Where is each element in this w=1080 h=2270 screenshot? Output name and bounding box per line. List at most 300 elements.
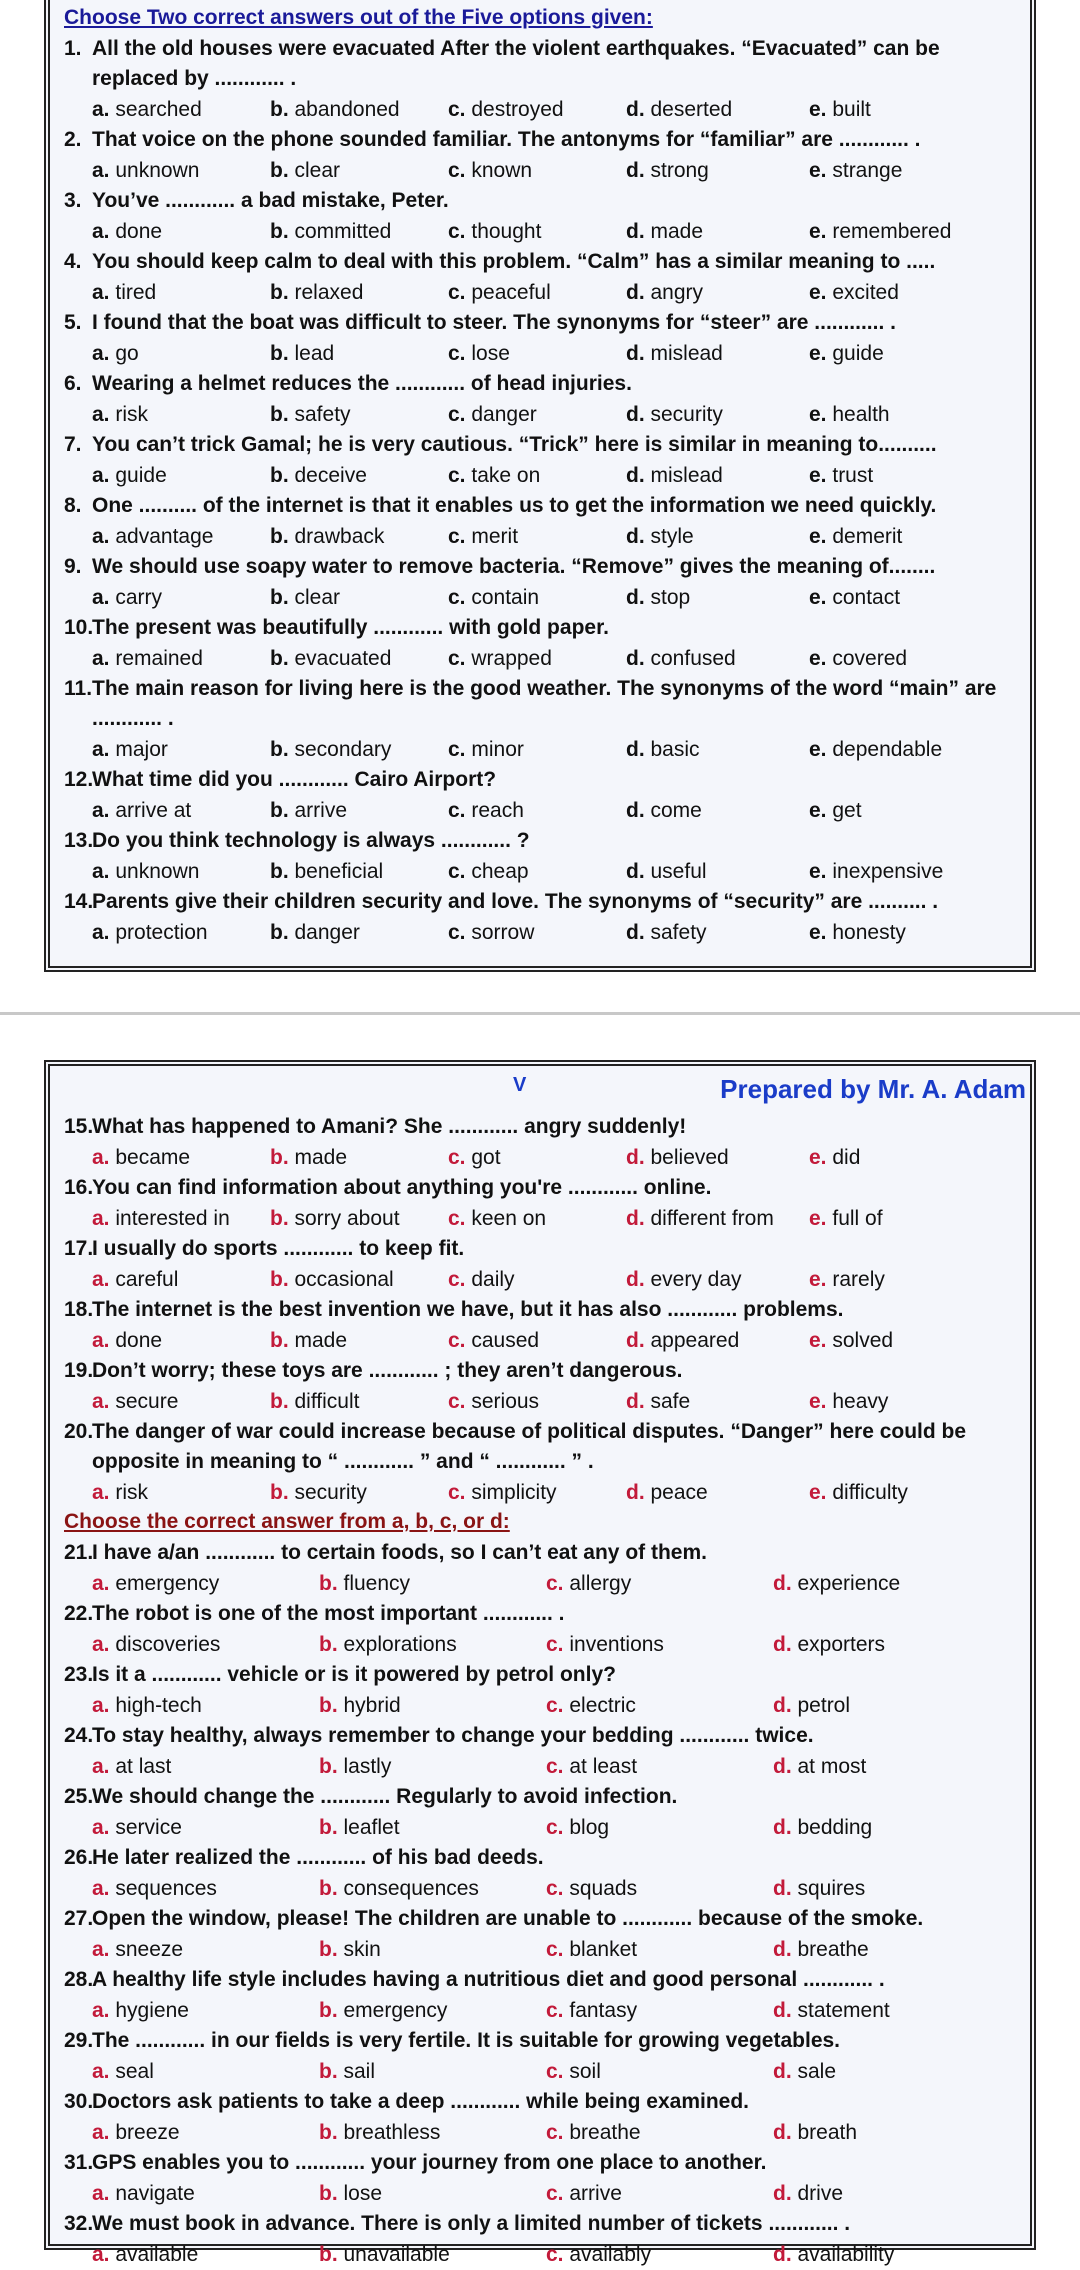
- question-item: [64, 1234, 1030, 1295]
- option-text: sorry about: [294, 1207, 400, 1230]
- answer-options: [64, 1690, 1030, 1721]
- option-letter: b.: [319, 1572, 344, 1595]
- question-number: 28.: [64, 1968, 94, 1991]
- answer-option[interactable]: [448, 338, 626, 369]
- answer-option[interactable]: [319, 1812, 546, 1843]
- option-text: believed: [650, 1146, 729, 1169]
- answer-option[interactable]: [92, 2056, 319, 2087]
- option-text: explorations: [343, 1633, 457, 1656]
- question-text: I found that the boat was difficult to steer. The synonyms for “steer” are ............ .: [92, 311, 896, 334]
- answer-option[interactable]: [270, 734, 448, 765]
- answer-option[interactable]: [809, 277, 989, 308]
- answer-option[interactable]: [92, 917, 270, 948]
- question-text-line: [64, 2087, 1030, 2117]
- answer-option[interactable]: [809, 1325, 989, 1356]
- option-text: hygiene: [115, 1999, 189, 2022]
- option-letter: a.: [92, 860, 116, 883]
- answer-option[interactable]: [92, 1203, 270, 1234]
- option-text: beneficial: [294, 860, 384, 883]
- option-letter: b.: [270, 98, 295, 121]
- answer-option[interactable]: [773, 2056, 1003, 2087]
- answer-option[interactable]: [626, 795, 809, 826]
- question-number: 10.: [64, 616, 94, 639]
- answer-option[interactable]: [546, 1812, 773, 1843]
- answer-option[interactable]: [809, 155, 989, 186]
- answer-option[interactable]: [270, 521, 448, 552]
- option-text: heavy: [832, 1390, 889, 1413]
- answer-option[interactable]: [448, 1142, 626, 1173]
- option-letter: a.: [92, 220, 116, 243]
- answer-option[interactable]: [448, 216, 626, 247]
- option-text: minor: [471, 738, 524, 761]
- option-text: built: [832, 98, 871, 121]
- question-text-line: [64, 1538, 1030, 1568]
- answer-option[interactable]: [270, 216, 448, 247]
- answer-option[interactable]: [546, 1873, 773, 1904]
- answer-option[interactable]: [626, 856, 809, 887]
- option-letter: e.: [809, 403, 833, 426]
- option-text: squads: [569, 1877, 638, 1900]
- question-text: We should use soapy water to remove bacteria. “Remove” gives the meaning of........: [92, 555, 936, 578]
- answer-option[interactable]: [270, 1325, 448, 1356]
- answer-option[interactable]: [626, 917, 809, 948]
- answer-option[interactable]: [448, 1203, 626, 1234]
- option-text: service: [115, 1816, 182, 1839]
- question-text: A healthy life style includes having a nutritious diet and good personal ............ .: [92, 1968, 885, 1991]
- answer-options: [64, 2178, 1030, 2209]
- question-list: [64, 1112, 1030, 1508]
- option-text: useful: [650, 860, 707, 883]
- answer-option[interactable]: [270, 582, 448, 613]
- option-text: abandoned: [294, 98, 400, 121]
- answer-option[interactable]: [92, 1995, 319, 2026]
- option-letter: a.: [92, 1146, 116, 1169]
- answer-option[interactable]: [773, 1995, 1003, 2026]
- answer-options: [64, 917, 1020, 948]
- option-letter: c.: [546, 2060, 570, 2083]
- question-text-line: [64, 1782, 1030, 1812]
- question-item: [64, 308, 1020, 369]
- answer-option[interactable]: [546, 1751, 773, 1782]
- question-item: [64, 1904, 1030, 1965]
- question-number: 31.: [64, 2151, 94, 2174]
- answer-option[interactable]: [626, 582, 809, 613]
- answer-option[interactable]: [546, 2178, 773, 2209]
- question-item: [64, 2148, 1030, 2209]
- option-text: remembered: [832, 220, 952, 243]
- option-letter: e.: [809, 1146, 833, 1169]
- answer-option[interactable]: [448, 1386, 626, 1417]
- option-letter: e.: [809, 464, 833, 487]
- answer-option[interactable]: [92, 1690, 319, 1721]
- option-text: occasional: [294, 1268, 394, 1291]
- option-letter: e.: [809, 799, 833, 822]
- answer-option[interactable]: [319, 1629, 546, 1660]
- option-letter: a.: [92, 586, 116, 609]
- answer-option[interactable]: [92, 2117, 319, 2148]
- option-letter: c.: [546, 2182, 570, 2205]
- question-number: 7.: [64, 433, 82, 456]
- option-letter: d.: [626, 1481, 651, 1504]
- answer-option[interactable]: [270, 1203, 448, 1234]
- option-text: unavailable: [343, 2243, 450, 2266]
- option-letter: b.: [270, 1207, 295, 1230]
- question-text-line: [64, 613, 1020, 643]
- option-letter: d.: [626, 1207, 651, 1230]
- answer-option[interactable]: [626, 399, 809, 430]
- question-text-line: [64, 2148, 1030, 2178]
- option-text: sale: [797, 2060, 837, 2083]
- answer-option[interactable]: [92, 2178, 319, 2209]
- option-text: available: [115, 2243, 199, 2266]
- answer-option[interactable]: [626, 460, 809, 491]
- option-letter: d.: [773, 1755, 798, 1778]
- question-number: 23.: [64, 1663, 94, 1686]
- answer-option[interactable]: [270, 399, 448, 430]
- answer-option[interactable]: [319, 1568, 546, 1599]
- option-letter: a.: [92, 799, 116, 822]
- answer-options: [64, 1629, 1030, 1660]
- answer-option[interactable]: [773, 1873, 1003, 1904]
- answer-option[interactable]: [270, 856, 448, 887]
- answer-option[interactable]: [546, 1934, 773, 1965]
- option-text: inventions: [569, 1633, 664, 1656]
- option-text: different from: [650, 1207, 774, 1230]
- answer-option[interactable]: [546, 1629, 773, 1660]
- option-letter: a.: [92, 1694, 116, 1717]
- answer-option[interactable]: [92, 2239, 319, 2270]
- answer-option[interactable]: [773, 1629, 1003, 1660]
- question-item: [64, 247, 1020, 308]
- answer-option[interactable]: [546, 1568, 773, 1599]
- answer-option[interactable]: [270, 155, 448, 186]
- option-letter: d.: [773, 1694, 798, 1717]
- option-text: keen on: [471, 1207, 547, 1230]
- answer-option[interactable]: [626, 277, 809, 308]
- option-text: destroyed: [471, 98, 564, 121]
- option-text: arrive: [294, 799, 348, 822]
- answer-option[interactable]: [626, 643, 809, 674]
- worksheet-page-1: [44, 0, 1036, 972]
- answer-option[interactable]: [626, 1386, 809, 1417]
- page-number: V: [513, 1074, 527, 1096]
- answer-option[interactable]: [546, 2239, 773, 2270]
- answer-option[interactable]: [626, 1203, 809, 1234]
- option-letter: c.: [448, 342, 472, 365]
- answer-option[interactable]: [92, 582, 270, 613]
- answer-option[interactable]: [448, 795, 626, 826]
- answer-option[interactable]: [270, 338, 448, 369]
- option-text: cheap: [471, 860, 529, 883]
- answer-option[interactable]: [92, 1386, 270, 1417]
- worksheet-page-2: [44, 1060, 1036, 2266]
- option-letter: b.: [319, 1633, 344, 1656]
- answer-option[interactable]: [92, 643, 270, 674]
- answer-option[interactable]: [270, 460, 448, 491]
- answer-option[interactable]: [626, 521, 809, 552]
- question-number: 9.: [64, 555, 82, 578]
- option-text: got: [471, 1146, 501, 1169]
- question-text-line: [64, 2209, 1030, 2239]
- answer-option[interactable]: [319, 2056, 546, 2087]
- answer-option[interactable]: [92, 1264, 270, 1295]
- answer-option[interactable]: [92, 1629, 319, 1660]
- option-letter: a.: [92, 1999, 116, 2022]
- option-letter: c.: [546, 1938, 570, 1961]
- answer-option[interactable]: [448, 1264, 626, 1295]
- option-text: covered: [832, 647, 908, 670]
- answer-option[interactable]: [92, 1873, 319, 1904]
- option-letter: c.: [448, 98, 472, 121]
- option-text: dependable: [832, 738, 943, 761]
- question-number: 32.: [64, 2212, 94, 2235]
- answer-option[interactable]: [448, 399, 626, 430]
- answer-option[interactable]: [809, 1142, 989, 1173]
- option-text: deserted: [650, 98, 733, 121]
- option-text: relaxed: [294, 281, 364, 304]
- answer-option[interactable]: [773, 2117, 1003, 2148]
- option-text: safety: [650, 921, 707, 944]
- answer-option[interactable]: [809, 734, 989, 765]
- answer-option[interactable]: [809, 856, 989, 887]
- option-text: done: [115, 1329, 163, 1352]
- question-text: The present was beautifully ............ with gold paper.: [92, 616, 609, 639]
- option-letter: b.: [270, 525, 295, 548]
- answer-option[interactable]: [448, 521, 626, 552]
- answer-option[interactable]: [270, 643, 448, 674]
- answer-option[interactable]: [319, 2239, 546, 2270]
- option-text: guide: [832, 342, 884, 365]
- option-letter: d.: [626, 647, 651, 670]
- question-text-line: [64, 765, 1020, 795]
- answer-option[interactable]: [319, 1934, 546, 1965]
- option-letter: d.: [773, 1572, 798, 1595]
- option-letter: e.: [809, 586, 833, 609]
- answer-option[interactable]: [809, 1264, 989, 1295]
- question-item: [64, 186, 1020, 247]
- answer-option[interactable]: [270, 1142, 448, 1173]
- option-letter: e.: [809, 1207, 833, 1230]
- answer-option[interactable]: [270, 1264, 448, 1295]
- answer-option[interactable]: [319, 1751, 546, 1782]
- option-letter: a.: [92, 159, 116, 182]
- answer-option[interactable]: [809, 1477, 989, 1508]
- answer-option[interactable]: [92, 94, 270, 125]
- answer-option[interactable]: [270, 795, 448, 826]
- option-text: difficulty: [832, 1481, 908, 1504]
- answer-options: [64, 216, 1020, 247]
- answer-option[interactable]: [92, 521, 270, 552]
- answer-options: [64, 1142, 1030, 1173]
- answer-option[interactable]: [92, 1325, 270, 1356]
- question-text-line: [64, 1965, 1030, 1995]
- answer-option[interactable]: [773, 1934, 1003, 1965]
- question-number: 30.: [64, 2090, 94, 2113]
- answer-option[interactable]: [92, 1812, 319, 1843]
- option-letter: a.: [92, 1938, 116, 1961]
- answer-option[interactable]: [92, 856, 270, 887]
- answer-option[interactable]: [448, 1477, 626, 1508]
- page2-content: [64, 1066, 1030, 2270]
- answer-option[interactable]: [809, 795, 989, 826]
- answer-option[interactable]: [626, 216, 809, 247]
- question-text-line: [64, 1904, 1030, 1934]
- option-text: blog: [569, 1816, 610, 1839]
- answer-option[interactable]: [546, 2117, 773, 2148]
- option-text: hybrid: [343, 1694, 401, 1717]
- option-letter: b.: [270, 342, 295, 365]
- answer-option[interactable]: [773, 1751, 1003, 1782]
- option-letter: a.: [92, 2182, 116, 2205]
- question-item: [64, 1965, 1030, 2026]
- option-text: blanket: [569, 1938, 638, 1961]
- answer-option[interactable]: [270, 917, 448, 948]
- answer-option[interactable]: [448, 460, 626, 491]
- question-text-line: [64, 887, 1020, 917]
- answer-option[interactable]: [448, 582, 626, 613]
- answer-option[interactable]: [626, 94, 809, 125]
- option-letter: a.: [92, 525, 116, 548]
- answer-option[interactable]: [809, 460, 989, 491]
- answer-option[interactable]: [448, 1325, 626, 1356]
- answer-option[interactable]: [448, 734, 626, 765]
- answer-option[interactable]: [809, 338, 989, 369]
- answer-option[interactable]: [809, 917, 989, 948]
- answer-option[interactable]: [92, 399, 270, 430]
- option-text: get: [832, 799, 862, 822]
- question-list: [64, 1538, 1030, 2270]
- option-text: drive: [797, 2182, 844, 2205]
- answer-option[interactable]: [92, 795, 270, 826]
- option-text: carry: [115, 586, 163, 609]
- option-letter: d.: [626, 860, 651, 883]
- option-letter: e.: [809, 860, 833, 883]
- option-letter: b.: [270, 586, 295, 609]
- answer-option[interactable]: [773, 1568, 1003, 1599]
- answer-option[interactable]: [773, 1812, 1003, 1843]
- option-text: sneeze: [115, 1938, 184, 1961]
- answer-option[interactable]: [626, 155, 809, 186]
- answer-option[interactable]: [448, 643, 626, 674]
- answer-option[interactable]: [270, 94, 448, 125]
- option-letter: a.: [92, 281, 116, 304]
- answer-option[interactable]: [319, 1995, 546, 2026]
- answer-option[interactable]: [92, 1142, 270, 1173]
- question-text-line: [64, 1112, 1030, 1142]
- answer-option[interactable]: [448, 155, 626, 186]
- answer-option[interactable]: [270, 1386, 448, 1417]
- answer-option[interactable]: [626, 338, 809, 369]
- option-letter: c.: [448, 1390, 472, 1413]
- answer-option[interactable]: [809, 521, 989, 552]
- option-text: deceive: [294, 464, 367, 487]
- option-text: consequences: [343, 1877, 479, 1900]
- answer-option[interactable]: [92, 338, 270, 369]
- answer-option[interactable]: [92, 1934, 319, 1965]
- question-number: 8.: [64, 494, 82, 517]
- option-text: lastly: [343, 1755, 392, 1778]
- question-number: 12.: [64, 768, 94, 791]
- answer-option[interactable]: [270, 1477, 448, 1508]
- answer-option[interactable]: [809, 94, 989, 125]
- question-item: [64, 2209, 1030, 2270]
- answer-option[interactable]: [92, 1477, 270, 1508]
- page-divider: [0, 1012, 1080, 1015]
- answer-option[interactable]: [270, 277, 448, 308]
- answer-option[interactable]: [626, 734, 809, 765]
- question-text: One .......... of the internet is that it enables us to get the information we need quickly.: [92, 494, 937, 517]
- answer-option[interactable]: [809, 216, 989, 247]
- answer-option[interactable]: [546, 2056, 773, 2087]
- option-letter: d.: [626, 342, 651, 365]
- option-letter: d.: [626, 159, 651, 182]
- option-letter: b.: [270, 403, 295, 426]
- answer-option[interactable]: [773, 1690, 1003, 1721]
- question-item: [64, 1721, 1030, 1782]
- answer-options: [64, 2056, 1030, 2087]
- answer-option[interactable]: [92, 460, 270, 491]
- answer-option[interactable]: [448, 277, 626, 308]
- answer-option[interactable]: [809, 582, 989, 613]
- answer-option[interactable]: [546, 1690, 773, 1721]
- answer-option[interactable]: [92, 734, 270, 765]
- answer-option[interactable]: [626, 1142, 809, 1173]
- answer-option[interactable]: [626, 1264, 809, 1295]
- answer-option[interactable]: [319, 2178, 546, 2209]
- option-text: contact: [832, 586, 901, 609]
- answer-option[interactable]: [92, 216, 270, 247]
- question-item: [64, 1599, 1030, 1660]
- question-text-line: [64, 1295, 1030, 1325]
- option-letter: c.: [546, 1755, 570, 1778]
- answer-option[interactable]: [319, 1690, 546, 1721]
- answer-option[interactable]: [448, 94, 626, 125]
- answer-option[interactable]: [92, 155, 270, 186]
- option-letter: a.: [92, 403, 116, 426]
- answer-option[interactable]: [319, 1873, 546, 1904]
- option-text: advantage: [115, 525, 214, 548]
- option-text: breathless: [343, 2121, 441, 2144]
- answer-option[interactable]: [809, 399, 989, 430]
- answer-option[interactable]: [546, 1995, 773, 2026]
- answer-option[interactable]: [773, 2178, 1003, 2209]
- answer-option[interactable]: [809, 1203, 989, 1234]
- option-letter: a.: [92, 2243, 116, 2266]
- answer-option[interactable]: [809, 643, 989, 674]
- answer-option[interactable]: [809, 1386, 989, 1417]
- answer-option[interactable]: [626, 1325, 809, 1356]
- answer-option[interactable]: [448, 917, 626, 948]
- option-letter: a.: [92, 2060, 116, 2083]
- answer-option[interactable]: [448, 856, 626, 887]
- answer-option[interactable]: [92, 1751, 319, 1782]
- answer-options: [64, 1995, 1030, 2026]
- option-letter: a.: [92, 1755, 116, 1778]
- option-letter: d.: [773, 1633, 798, 1656]
- option-letter: d.: [626, 220, 651, 243]
- answer-option[interactable]: [92, 1568, 319, 1599]
- option-letter: b.: [270, 1268, 295, 1291]
- option-text: searched: [115, 98, 202, 121]
- question-text-line: [64, 1843, 1030, 1873]
- answer-option[interactable]: [92, 277, 270, 308]
- option-text: tired: [115, 281, 157, 304]
- answer-option[interactable]: [773, 2239, 1003, 2270]
- question-item: [64, 1538, 1030, 1599]
- answer-option[interactable]: [319, 2117, 546, 2148]
- answer-option[interactable]: [626, 1477, 809, 1508]
- option-text: at most: [797, 1755, 867, 1778]
